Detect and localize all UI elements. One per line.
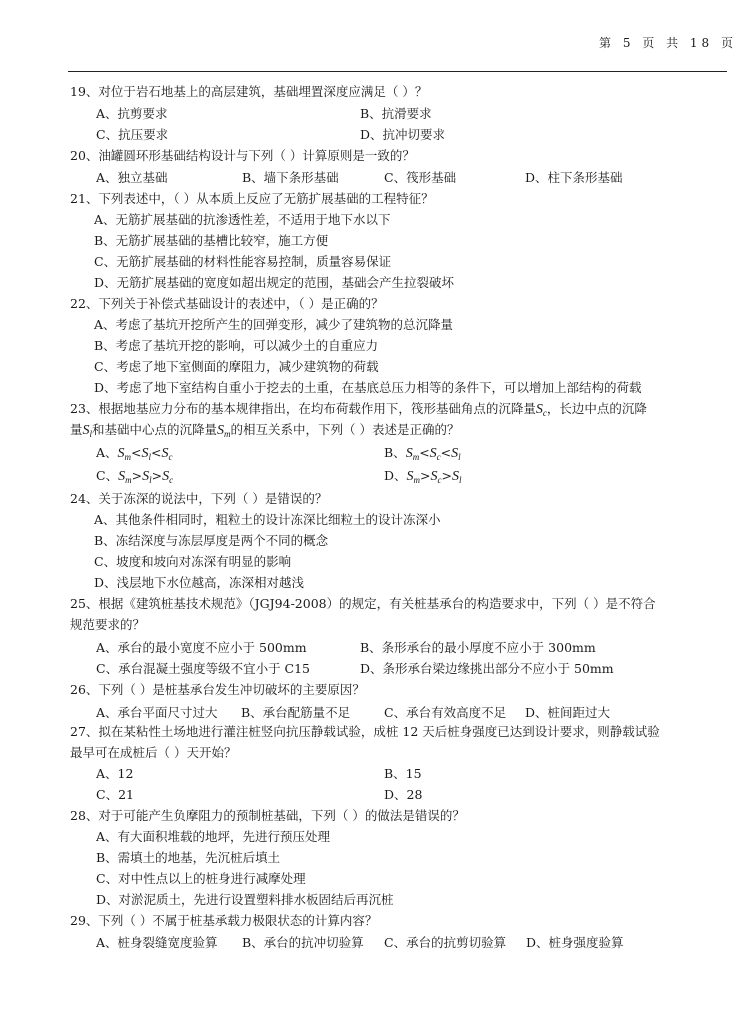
question-29-option-a: A、桩身裂缝宽度验算: [96, 935, 218, 950]
question-26-option-a: A、承台平面尺寸过大: [96, 705, 218, 720]
question-23-option-c: C、$S_m>S_l>S_c$: [96, 468, 174, 485]
question-27-stem-line2: 最早可在成桩后（ ）天开始？: [70, 745, 237, 760]
question-27-option-c: C、21: [96, 787, 134, 802]
question-24-option-d: D、浅层地下水位越高，冻深相对越浅: [94, 575, 305, 590]
question-25-stem-line1: 25、根据《建筑桩基技术规范》（JGJ94-2008）的规定，有关桩基承台的构造要求中，下列（ ）是不符合: [70, 596, 656, 611]
question-27-option-d: D、28: [384, 787, 423, 802]
question-29-option-d: D、桩身强度验算: [526, 935, 624, 950]
question-19-option-b: B、抗滑要求: [360, 106, 432, 121]
question-28-stem: 28、对于可能产生负摩阻力的预制桩基础，下列（ ）的做法是错误的？: [70, 808, 465, 823]
question-20-option-c: C、筏形基础: [384, 170, 457, 185]
question-26-option-b: B、承台配筋量不足: [241, 705, 351, 720]
question-23-option-a: A、$S_m<S_l<S_c$: [96, 445, 173, 462]
question-21-option-d: D、无筋扩展基础的宽度如超出规定的范围，基础会产生拉裂破坏: [94, 275, 455, 290]
question-25-option-d: D、条形承台梁边缘挑出部分不应小于 50mm: [360, 661, 614, 676]
question-23-option-d: D、$S_m>S_c>S_l$: [384, 468, 462, 485]
question-26-stem: 26、下列（ ）是桩基承台发生冲切破坏的主要原因？: [70, 682, 365, 697]
question-22-option-b: B、考虑了基坑开挖的影响，可以减少土的自重应力: [94, 338, 379, 353]
question-27-option-a: A、12: [96, 766, 134, 781]
question-21-option-c: C、无筋扩展基础的材料性能容易控制，质量容易保证: [94, 254, 392, 269]
question-19-stem: 19、对位于岩石地基上的高层建筑，基础埋置深度应满足（ ）？: [70, 84, 428, 99]
question-23-option-b: B、$S_m<S_c<S_l$: [384, 445, 461, 462]
question-25-option-b: B、条形承台的最小厚度不应小于 300mm: [360, 640, 596, 655]
question-23-stem-line2: 量$S_l$和基础中心点的沉降量$S_m$的相互关系中，下列（ ）表述是正确的？: [70, 422, 460, 439]
question-19-option-a: A、抗剪要求: [96, 106, 168, 121]
question-29-option-c: C、承台的抗剪切验算: [384, 935, 507, 950]
question-26-option-d: D、桩间距过大: [525, 705, 611, 720]
question-19-option-c: C、抗压要求: [96, 127, 169, 142]
question-25-stem-line2: 规范要求的？: [70, 617, 146, 632]
question-24-option-c: C、坡度和坡向对冻深有明显的影响: [94, 554, 292, 569]
question-25-option-a: A、承台的最小宽度不应小于 500mm: [96, 640, 307, 655]
question-21-option-b: B、无筋扩展基础的基槽比较窄，施工方便: [94, 233, 329, 248]
question-28-option-c: C、对中性点以上的桩身进行减摩处理: [96, 871, 306, 886]
question-28-option-a: A、有大面积堆载的地坪，先进行预压处理: [96, 829, 331, 844]
question-21-stem: 21、下列表述中，（ ）从本质上反应了无筋扩展基础的工程特征？: [70, 191, 434, 206]
question-22-option-d: D、考虑了地下室结构自重小于挖去的土重，在基底总压力相等的条件下，可以增加上部结构的荷载: [94, 380, 642, 395]
question-24-stem: 24、关于冻深的说法中，下列（ ）是错误的？: [70, 491, 328, 506]
question-24-option-a: A、其他条件相同时，粗粒土的设计冻深比细粒土的设计冻深小: [94, 512, 441, 527]
header-rule: [68, 71, 727, 72]
question-21-option-a: A、无筋扩展基础的抗渗透性差，不适用于地下水以下: [94, 212, 391, 227]
question-19-option-d: D、抗冲切要求: [360, 127, 446, 142]
question-22-option-a: A、考虑了基坑开挖所产生的回弹变形，减少了建筑物的总沉降量: [94, 317, 454, 332]
question-20-option-a: A、独立基础: [96, 170, 168, 185]
question-28-option-b: B、需填土的地基，先沉桩后填土: [96, 850, 281, 865]
question-26-option-c: C、承台有效高度不足: [384, 705, 507, 720]
question-22-option-c: C、考虑了地下室侧面的摩阻力，减少建筑物的荷载: [94, 359, 379, 374]
question-24-option-b: B、冻结深度与冻层厚度是两个不同的概念: [94, 533, 329, 548]
question-20-option-d: D、柱下条形基础: [525, 170, 623, 185]
question-20-option-b: B、墙下条形基础: [242, 170, 339, 185]
question-28-option-d: D、对淤泥质土，先进行设置塑料排水板固结后再沉桩: [96, 892, 394, 907]
question-27-option-b: B、15: [384, 766, 422, 781]
question-23-stem-line1: 23、根据地基应力分布的基本规律指出，在均布荷载作用下，筏形基础角点的沉降量$S_c$，长边中点的沉降: [70, 401, 647, 418]
question-27-stem-line1: 27、拟在某粘性土场地进行灌注桩竖向抗压静载试验，成桩 12 天后桩身强度已达到设计要求，则静载试验: [70, 724, 660, 739]
page-indicator: 第 5 页 共 18 页: [599, 36, 737, 50]
question-22-stem: 22、下列关于补偿式基础设计的表述中，（ ）是正确的？: [70, 296, 384, 311]
question-25-option-c: C、承台混凝土强度等级不宜小于 C15: [96, 661, 311, 676]
question-29-stem: 29、下列（ ）不属于桩基承载力极限状态的计算内容？: [70, 913, 378, 928]
question-20-stem: 20、油罐圆环形基础结构设计与下列（ ）计算原则是一致的？: [70, 148, 415, 163]
question-29-option-b: B、承台的抗冲切验算: [242, 935, 364, 950]
